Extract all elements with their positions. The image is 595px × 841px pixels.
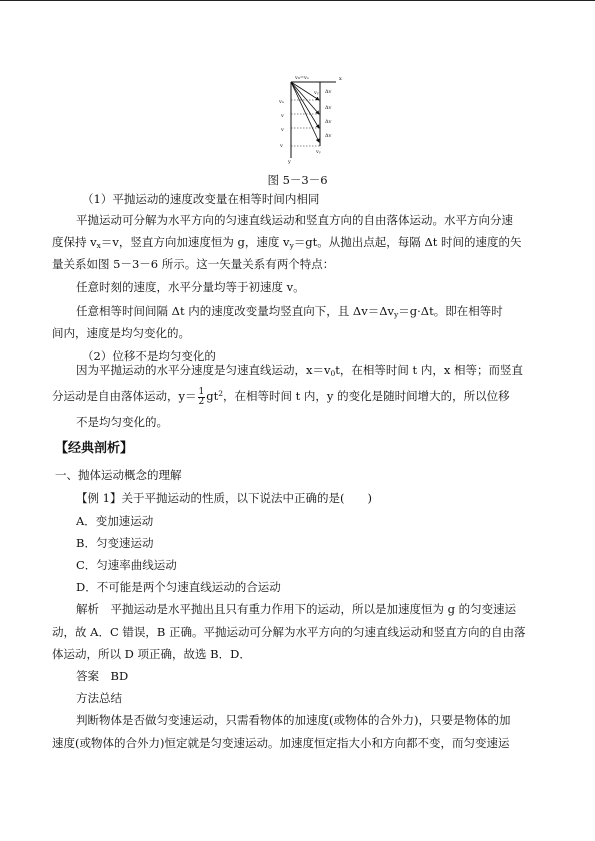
para1-line2-sub2: y (289, 241, 294, 250)
para2-line: 任意时刻的速度，水平分量均等于初速度 v。 (76, 280, 305, 294)
para4-line2-a: 分运动是自由落体运动，y＝ (52, 389, 197, 403)
solution-line1: 解析 平抛运动是水平抛出且只有重力作用下的运动，所以是加速度恒为 g 的匀变速运 (76, 602, 517, 616)
para4-line3: 不是均匀变化的。 (76, 415, 168, 429)
para1-line2-b: ＝v，竖直方向加速度恒为 g，速度 v (100, 235, 290, 249)
fraction-one-half (198, 388, 206, 407)
method-line2: 速度(或物体的合外力)恒定就是匀变速运动。加速度恒定指大小和方向都不变，而匀变速运 (52, 736, 510, 750)
answer-line: 答案 BD (76, 669, 129, 683)
option-a: A．变加速运动 (76, 514, 154, 528)
example-1-question: 【例 1】关于平抛运动的性质，以下说法中正确的是( ) (76, 491, 372, 505)
fig-label-x: x (339, 76, 342, 82)
fig-label-v0: v₀=vₓ (295, 75, 309, 81)
para1-line3: 量关系如图 5－3－6 所示。这一矢量关系有两个特点： (52, 257, 335, 271)
para3-line2: 间内，速度是均匀变化的。 (52, 326, 190, 340)
fig-label-y: y (288, 159, 291, 165)
page-top-border (0, 0, 595, 1)
subsection-title-1: （1）平抛运动的速度改变量在相等时间内相同 (82, 192, 320, 206)
method-line1: 判断物体是否做匀变速运动，只需看物体的加速度(或物体的合外力)，只要是物体的加 (76, 713, 511, 727)
velocity-arrow-3 (291, 82, 319, 128)
para4-line1-b: t，在相等时间 t 内，x 相等；而竖直 (335, 363, 523, 377)
para1-line2-c: ＝gt。从抛出点起，每隔 Δt 时间的速度的矢 (293, 235, 522, 249)
para1-line2-a: 度保持 v (52, 235, 97, 249)
fig-label-dv3: Δv (325, 119, 332, 125)
option-c: C．匀速率曲线运动 (76, 558, 177, 572)
fraction-numerator: 1 (198, 386, 205, 397)
para3-line1-sub: y (394, 310, 399, 319)
para3-line1 (76, 304, 503, 322)
para4-line2-c: ，在相等时间 t 内，y 的变化是随时间增大的，所以位移 (223, 389, 510, 403)
para3-line1-a: 任意相等时间间隔 Δt 内的速度改变量均竖直向下，且 Δv＝Δv (76, 304, 394, 318)
fig-label-dv2: Δv (325, 105, 332, 111)
fig-label-dv1: Δv (325, 89, 332, 95)
fig-label-left1: vₙ (279, 99, 284, 105)
fig-label-left4: v (280, 143, 283, 149)
para1-line2-sub1: x (96, 241, 101, 250)
section-heading: 【经典剖析】 (55, 441, 134, 456)
fraction-denominator: 2 (198, 396, 205, 407)
option-b: B．匀变速运动 (76, 536, 154, 550)
para4-line2-b: gt (206, 389, 219, 403)
para4-line1-sub: 0 (330, 369, 336, 378)
section-1-title: 一、抛体运动概念的理解 (55, 468, 182, 482)
solution-line2: 动，故 A．C 错误，B 正确。平抛运动可分解为水平方向的匀速直线运动和竖直方向的自由落 (52, 625, 526, 639)
method-summary-title: 方法总结 (76, 691, 122, 705)
fig-label-bottom: vᵧ (316, 149, 321, 155)
para3-line1-b: ＝g·Δt。即在相等时 (398, 304, 503, 318)
figure-caption: 图 5－3－6 (267, 173, 328, 187)
para4-line2-sup: 2 (218, 389, 223, 398)
para4-line2 (52, 387, 510, 407)
fig-label-left2: v (281, 113, 284, 119)
velocity-arrow-2 (291, 82, 319, 114)
para1-line2 (52, 235, 522, 253)
para1-line1: 平抛运动可分解为水平方向的匀速直线运动和竖直方向的自由落体运动。水平方向分速 (76, 213, 513, 227)
fig-label-left3: v (281, 127, 284, 133)
solution-line3: 体运动，所以 D 项正确，故选 B．D． (52, 647, 251, 661)
fig-label-dv4: Δv (325, 133, 332, 139)
para4-line1 (76, 363, 523, 381)
subsection-title-2: （2）位移不是均匀变化的 (82, 349, 216, 363)
option-d: D．不可能是两个匀速直线运动的合运动 (76, 580, 281, 594)
velocity-vector-figure (274, 70, 354, 165)
para4-line1-a: 因为平抛运动的水平分速度是匀速直线运动，x＝v (76, 363, 331, 377)
fig-label-vy: vᵧ (314, 90, 319, 96)
